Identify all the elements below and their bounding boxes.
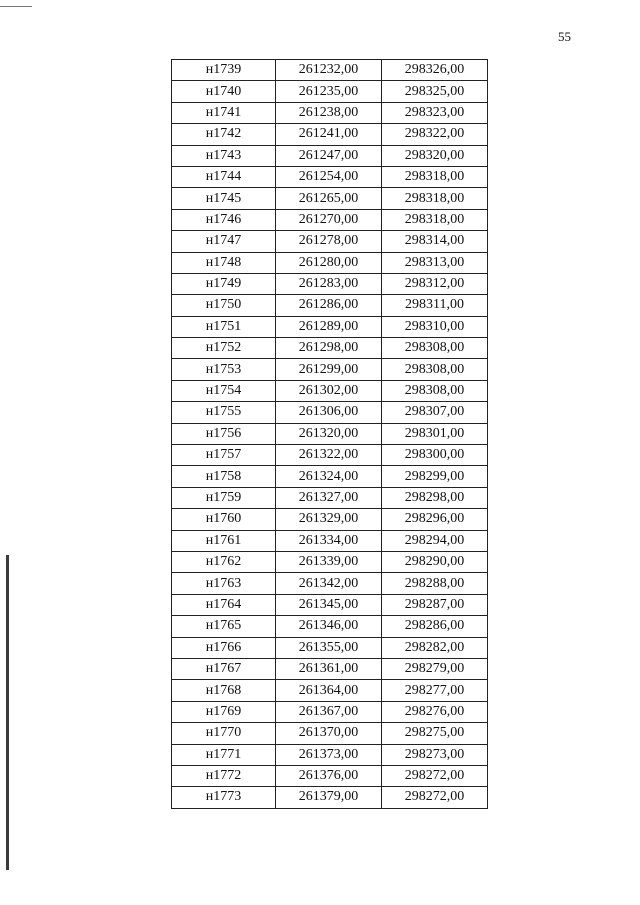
point-id-cell: н1770: [172, 723, 276, 744]
point-id-cell: н1752: [172, 338, 276, 359]
point-id-cell: н1748: [172, 252, 276, 273]
x-coordinate-cell: 261235,00: [276, 81, 382, 102]
x-coordinate-cell: 261322,00: [276, 445, 382, 466]
y-coordinate-cell: 298307,00: [382, 402, 488, 423]
y-coordinate-cell: 298276,00: [382, 701, 488, 722]
x-coordinate-cell: 261238,00: [276, 102, 382, 123]
x-coordinate-cell: 261270,00: [276, 209, 382, 230]
point-id-cell: н1767: [172, 658, 276, 679]
point-id-cell: н1766: [172, 637, 276, 658]
coordinates-table: [171, 59, 488, 809]
y-coordinate-cell: 298298,00: [382, 487, 488, 508]
point-id-cell: н1743: [172, 145, 276, 166]
table-row: [172, 124, 488, 145]
y-coordinate-cell: 298308,00: [382, 359, 488, 380]
table-row: [172, 723, 488, 744]
x-coordinate-cell: 261232,00: [276, 60, 382, 81]
x-coordinate-cell: 261329,00: [276, 509, 382, 530]
y-coordinate-cell: 298299,00: [382, 466, 488, 487]
x-coordinate-cell: 261278,00: [276, 231, 382, 252]
x-coordinate-cell: 261373,00: [276, 744, 382, 765]
table-row: [172, 765, 488, 786]
point-id-cell: н1755: [172, 402, 276, 423]
table-row: [172, 466, 488, 487]
x-coordinate-cell: 261324,00: [276, 466, 382, 487]
x-coordinate-cell: 261361,00: [276, 658, 382, 679]
table-row: [172, 145, 488, 166]
x-coordinate-cell: 261289,00: [276, 316, 382, 337]
coordinates-table-body: [172, 60, 488, 809]
x-coordinate-cell: 261254,00: [276, 166, 382, 187]
table-row: [172, 359, 488, 380]
table-row: [172, 295, 488, 316]
y-coordinate-cell: 298308,00: [382, 338, 488, 359]
table-row: [172, 787, 488, 808]
point-id-cell: н1740: [172, 81, 276, 102]
y-coordinate-cell: 298275,00: [382, 723, 488, 744]
x-coordinate-cell: 261280,00: [276, 252, 382, 273]
x-coordinate-cell: 261241,00: [276, 124, 382, 145]
table-row: [172, 744, 488, 765]
table-row: [172, 616, 488, 637]
y-coordinate-cell: 298325,00: [382, 81, 488, 102]
y-coordinate-cell: 298287,00: [382, 594, 488, 615]
point-id-cell: н1754: [172, 380, 276, 401]
point-id-cell: н1768: [172, 680, 276, 701]
point-id-cell: н1741: [172, 102, 276, 123]
point-id-cell: н1765: [172, 616, 276, 637]
y-coordinate-cell: 298282,00: [382, 637, 488, 658]
point-id-cell: н1747: [172, 231, 276, 252]
y-coordinate-cell: 298290,00: [382, 551, 488, 572]
y-coordinate-cell: 298277,00: [382, 680, 488, 701]
table-row: [172, 487, 488, 508]
point-id-cell: н1751: [172, 316, 276, 337]
table-row: [172, 701, 488, 722]
x-coordinate-cell: 261379,00: [276, 787, 382, 808]
table-row: [172, 594, 488, 615]
x-coordinate-cell: 261327,00: [276, 487, 382, 508]
table-row: [172, 81, 488, 102]
y-coordinate-cell: 298286,00: [382, 616, 488, 637]
table-row: [172, 60, 488, 81]
point-id-cell: н1762: [172, 551, 276, 572]
x-coordinate-cell: 261306,00: [276, 402, 382, 423]
y-coordinate-cell: 298318,00: [382, 209, 488, 230]
page-number: 55: [558, 29, 571, 44]
scan-edge: [6, 555, 9, 870]
point-id-cell: н1744: [172, 166, 276, 187]
x-coordinate-cell: 261342,00: [276, 573, 382, 594]
y-coordinate-cell: 298272,00: [382, 787, 488, 808]
y-coordinate-cell: 298326,00: [382, 60, 488, 81]
point-id-cell: н1759: [172, 487, 276, 508]
y-coordinate-cell: 298294,00: [382, 530, 488, 551]
y-coordinate-cell: 298301,00: [382, 423, 488, 444]
x-coordinate-cell: 261345,00: [276, 594, 382, 615]
table-row: [172, 423, 488, 444]
table-row: [172, 273, 488, 294]
y-coordinate-cell: 298288,00: [382, 573, 488, 594]
point-id-cell: н1758: [172, 466, 276, 487]
point-id-cell: н1749: [172, 273, 276, 294]
y-coordinate-cell: 298296,00: [382, 509, 488, 530]
y-coordinate-cell: 298313,00: [382, 252, 488, 273]
y-coordinate-cell: 298318,00: [382, 166, 488, 187]
point-id-cell: н1773: [172, 787, 276, 808]
table-row: [172, 231, 488, 252]
point-id-cell: н1771: [172, 744, 276, 765]
x-coordinate-cell: 261364,00: [276, 680, 382, 701]
x-coordinate-cell: 261334,00: [276, 530, 382, 551]
table-row: [172, 380, 488, 401]
point-id-cell: н1745: [172, 188, 276, 209]
x-coordinate-cell: 261298,00: [276, 338, 382, 359]
point-id-cell: н1764: [172, 594, 276, 615]
y-coordinate-cell: 298308,00: [382, 380, 488, 401]
point-id-cell: н1772: [172, 765, 276, 786]
y-coordinate-cell: 298323,00: [382, 102, 488, 123]
point-id-cell: н1769: [172, 701, 276, 722]
table-row: [172, 573, 488, 594]
point-id-cell: н1763: [172, 573, 276, 594]
x-coordinate-cell: 261283,00: [276, 273, 382, 294]
scan-mark: [0, 6, 32, 7]
x-coordinate-cell: 261346,00: [276, 616, 382, 637]
table-row: [172, 102, 488, 123]
point-id-cell: н1757: [172, 445, 276, 466]
x-coordinate-cell: 261299,00: [276, 359, 382, 380]
y-coordinate-cell: 298272,00: [382, 765, 488, 786]
table-row: [172, 166, 488, 187]
y-coordinate-cell: 298300,00: [382, 445, 488, 466]
y-coordinate-cell: 298318,00: [382, 188, 488, 209]
table-row: [172, 316, 488, 337]
y-coordinate-cell: 298279,00: [382, 658, 488, 679]
x-coordinate-cell: 261265,00: [276, 188, 382, 209]
point-id-cell: н1746: [172, 209, 276, 230]
point-id-cell: н1761: [172, 530, 276, 551]
y-coordinate-cell: 298273,00: [382, 744, 488, 765]
x-coordinate-cell: 261367,00: [276, 701, 382, 722]
x-coordinate-cell: 261355,00: [276, 637, 382, 658]
point-id-cell: н1750: [172, 295, 276, 316]
table-row: [172, 680, 488, 701]
point-id-cell: н1760: [172, 509, 276, 530]
table-row: [172, 209, 488, 230]
point-id-cell: н1753: [172, 359, 276, 380]
table-row: [172, 637, 488, 658]
x-coordinate-cell: 261320,00: [276, 423, 382, 444]
point-id-cell: н1756: [172, 423, 276, 444]
table-row: [172, 402, 488, 423]
x-coordinate-cell: 261339,00: [276, 551, 382, 572]
table-row: [172, 530, 488, 551]
x-coordinate-cell: 261370,00: [276, 723, 382, 744]
point-id-cell: н1742: [172, 124, 276, 145]
y-coordinate-cell: 298312,00: [382, 273, 488, 294]
table-row: [172, 509, 488, 530]
x-coordinate-cell: 261376,00: [276, 765, 382, 786]
y-coordinate-cell: 298314,00: [382, 231, 488, 252]
y-coordinate-cell: 298320,00: [382, 145, 488, 166]
table-row: [172, 252, 488, 273]
x-coordinate-cell: 261247,00: [276, 145, 382, 166]
y-coordinate-cell: 298311,00: [382, 295, 488, 316]
x-coordinate-cell: 261302,00: [276, 380, 382, 401]
table-row: [172, 551, 488, 572]
table-row: [172, 338, 488, 359]
table-row: [172, 445, 488, 466]
point-id-cell: н1739: [172, 60, 276, 81]
table-row: [172, 188, 488, 209]
x-coordinate-cell: 261286,00: [276, 295, 382, 316]
y-coordinate-cell: 298322,00: [382, 124, 488, 145]
y-coordinate-cell: 298310,00: [382, 316, 488, 337]
table-row: [172, 658, 488, 679]
